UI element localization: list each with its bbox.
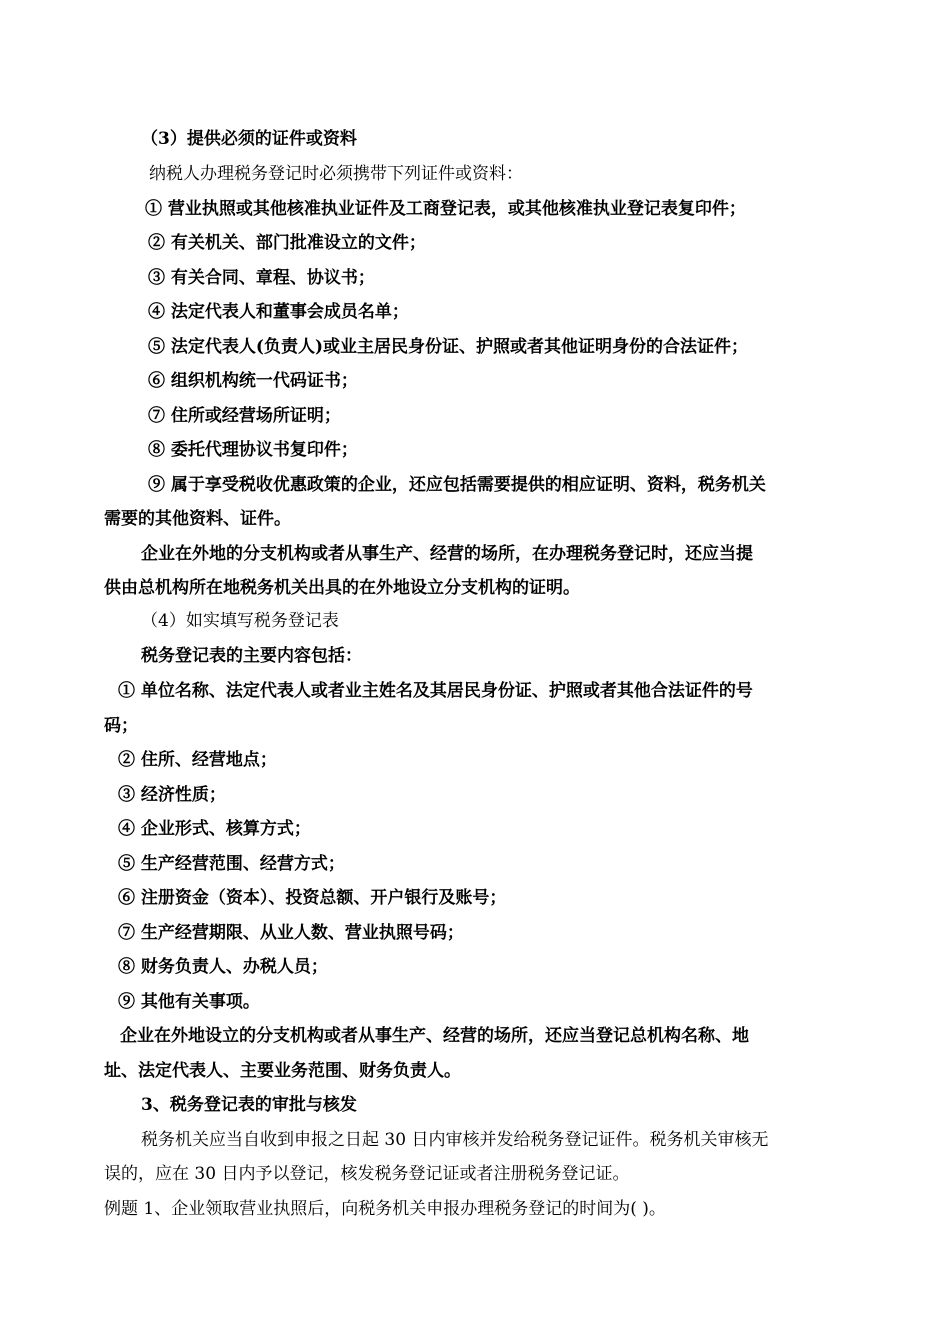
content-item-8: ⑧ 财务负责人、办税人员； [118,957,328,977]
heading-3-documents: （3）提供必须的证件或资料 [141,129,357,149]
form-contents-intro: 税务登记表的主要内容包括： [141,646,362,666]
list-item-5: ⑤ 法定代表人(负责人)或业主居民身份证、护照或者其他证明身份的合法证件； [148,337,749,357]
content-item-1-continued: 码； [104,716,138,736]
heading-4-fill-form: （4）如实填写税务登记表 [141,611,339,631]
content-item-2: ② 住所、经营地点； [118,750,277,770]
content-item-3: ③ 经济性质； [118,785,226,805]
content-item-9: ⑨ 其他有关事项。 [118,992,260,1012]
list-item-4: ④ 法定代表人和董事会成员名单； [148,302,409,322]
section-heading-3: 3、税务登记表的审批与核发 [141,1095,357,1115]
branch-registration-continued: 址、法定代表人、主要业务范围、财务负责人。 [104,1061,461,1081]
content-item-5: ⑤ 生产经营范围、经营方式； [118,854,345,874]
approval-paragraph-continued: 误的，应在 30 日内予以登记，核发税务登记证或者注册税务登记证。 [104,1164,630,1184]
branch-paragraph: 企业在外地的分支机构或者从事生产、经营的场所，在办理税务登记时，还应当提 [141,544,753,564]
branch-paragraph-continued: 供由总机构所在地税务机关出具的在外地设立分支机构的证明。 [104,578,580,598]
approval-paragraph: 税务机关应当自收到申报之日起 30 日内审核并发给税务登记证件。税务机关审核无 [141,1130,769,1150]
list-item-2: ② 有关机关、部门批准设立的文件； [148,233,426,253]
list-item-3: ③ 有关合同、章程、协议书； [148,268,375,288]
list-item-7: ⑦ 住所或经营场所证明； [148,406,341,426]
intro-paragraph: 纳税人办理税务登记时必须携带下列证件或资料： [149,164,523,184]
content-item-6: ⑥ 注册资金（资本）、投资总额、开户银行及账号； [118,888,507,908]
list-item-8: ⑧ 委托代理协议书复印件； [148,440,358,460]
list-item-9: ⑨ 属于享受税收优惠政策的企业，还应包括需要提供的相应证明、资料，税务机关 [148,475,766,495]
list-item-9-continued: 需要的其他资料、证件。 [104,509,291,529]
content-item-4: ④ 企业形式、核算方式； [118,819,311,839]
branch-registration-paragraph: 企业在外地设立的分支机构或者从事生产、经营的场所，还应当登记总机构名称、地 [120,1026,749,1046]
content-item-7: ⑦ 生产经营期限、从业人数、营业执照号码； [118,923,464,943]
list-item-1: ① 营业执照或其他核准执业证件及工商登记表，或其他核准执业登记表复印件； [145,199,746,219]
list-item-6: ⑥ 组织机构统一代码证书； [148,371,358,391]
example-question-1: 例题 1、企业领取营业执照后，向税务机关申报办理税务登记的时间为( )。 [104,1199,666,1219]
content-item-1: ① 单位名称、法定代表人或者业主姓名及其居民身份证、护照或者其他合法证件的号 [118,681,753,701]
